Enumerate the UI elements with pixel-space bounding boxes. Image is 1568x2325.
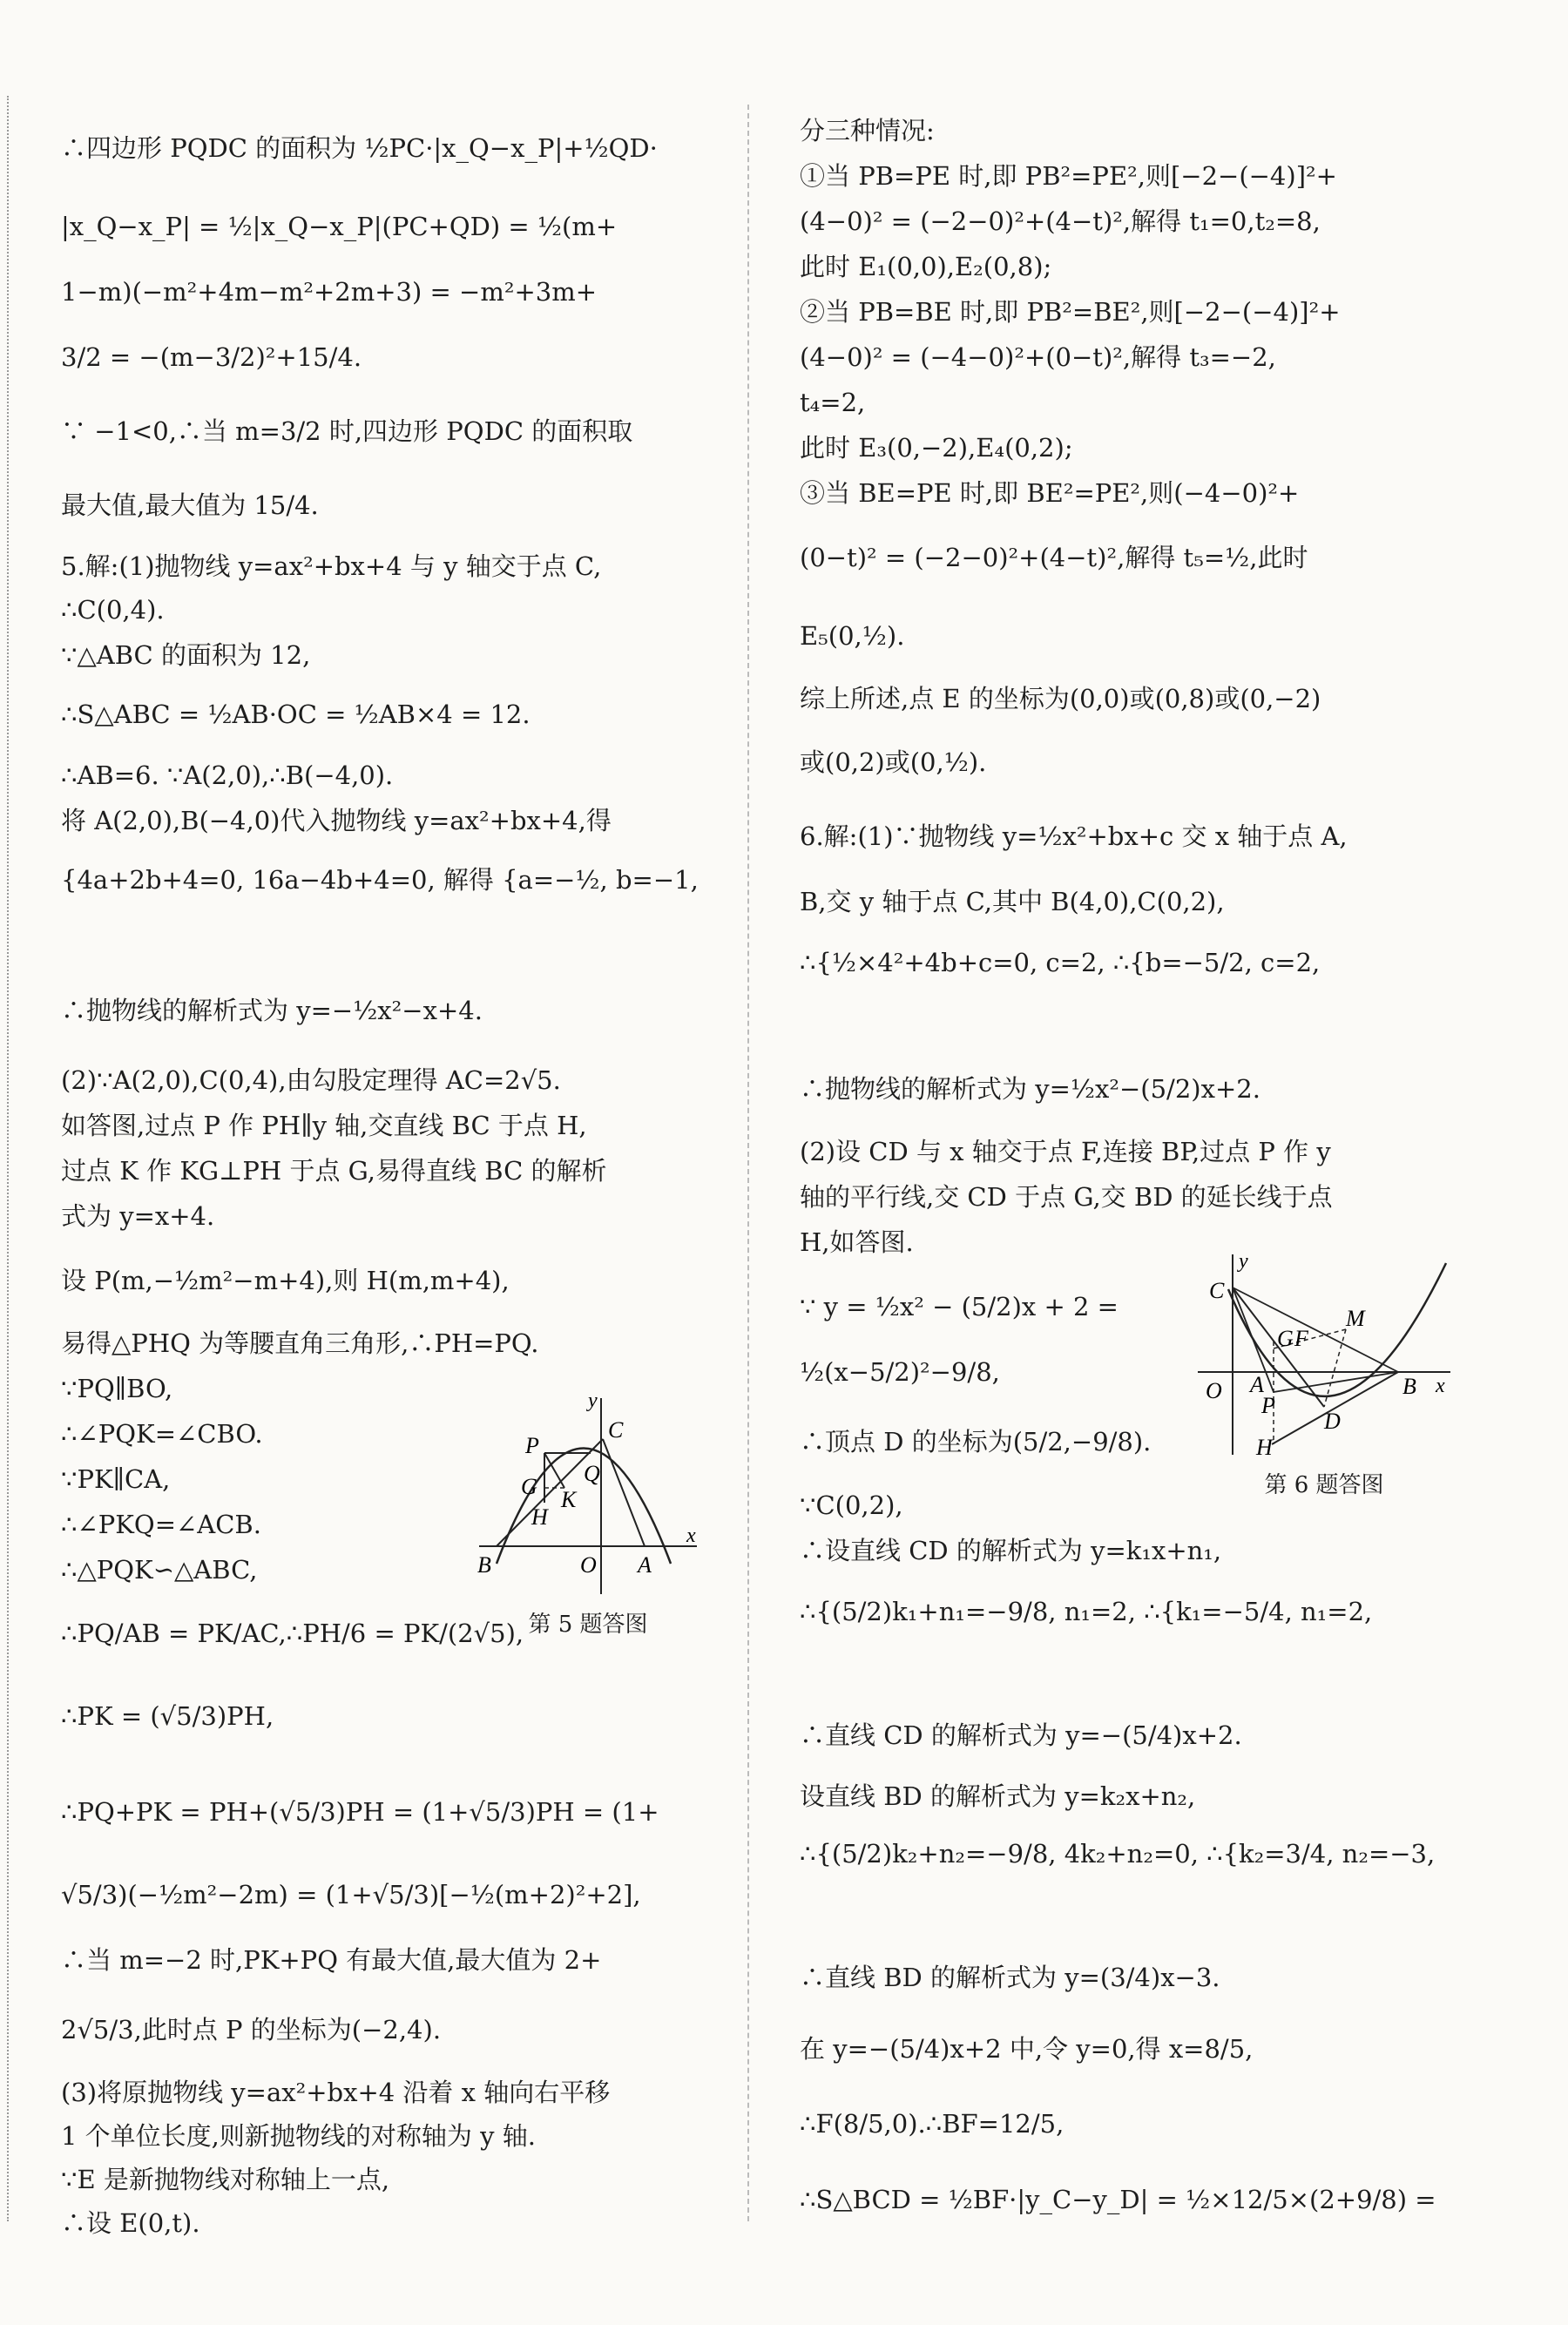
text-line: ①当 PB=PE 时,即 PB²=PE²,则[−2−(−4)]²+ (800, 161, 1337, 191)
figure-5-line-BC (497, 1439, 603, 1546)
text-line: B,交 y 轴于点 C,其中 B(4,0),C(0,2), (800, 887, 1225, 916)
column-divider (747, 105, 749, 2221)
text-line: 1 个单位长度,则新抛物线的对称轴为 y 轴. (61, 2121, 536, 2151)
text-line: √5/3)(−½m²−2m) = (1+√5/3)[−½(m+2)²+2], (61, 1880, 641, 1909)
figure-5-label-K: K (561, 1487, 577, 1512)
text-line: ∴设直线 CD 的解析式为 y=k₁x+n₁, (800, 1536, 1222, 1565)
figure-6-label-y: y (1239, 1250, 1248, 1273)
text-line: ∴抛物线的解析式为 y=½x²−(5/2)x+2. (800, 1074, 1260, 1104)
text-line: ∵C(0,2), (800, 1490, 903, 1520)
text-line: ∴∠PKQ=∠ACB. (61, 1510, 261, 1539)
figure-6-label-M: M (1346, 1306, 1365, 1331)
text-line: 在 y=−(5/4)x+2 中,令 y=0,得 x=8/5, (800, 2034, 1254, 2064)
text-line: 过点 K 作 KG⊥PH 于点 G,易得直线 BC 的解析 (61, 1156, 607, 1186)
text-line: 如答图,过点 P 作 PH∥y 轴,交直线 BC 于点 H, (61, 1111, 587, 1140)
figure-5-label-C: C (608, 1417, 624, 1443)
margin-binding-line (7, 96, 9, 2221)
text-line: (4−0)² = (−2−0)²+(4−t)²,解得 t₁=0,t₂=8, (800, 206, 1321, 236)
text-line: 3/2 = −(m−3/2)²+15/4. (61, 342, 362, 372)
figure-5-caption: 第 5 题答图 (528, 1612, 648, 1638)
text-line: 将 A(2,0),B(−4,0)代入抛物线 y=ax²+bx+4,得 (61, 806, 612, 835)
figure-5-line-PK (544, 1453, 564, 1488)
figure-5-label-B: B (477, 1552, 491, 1578)
figure-6-label-B: B (1402, 1374, 1416, 1399)
text-line: |x_Q−x_P| = ½|x_Q−x_P|(PC+QD) = ½(m+ (61, 212, 618, 241)
text-line: ∴直线 CD 的解析式为 y=−(5/4)x+2. (800, 1720, 1242, 1750)
figure-5-label-P: P (525, 1433, 539, 1458)
text-line: ∴抛物线的解析式为 y=−½x²−x+4. (61, 996, 483, 1025)
text-line: ∴S△ABC = ½AB·OC = ½AB×4 = 12. (61, 700, 531, 729)
figure-6-caption: 第 6 题答图 (1264, 1472, 1384, 1498)
text-line: ∴PQ/AB = PK/AC,∴PH/6 = PK/(2√5), (61, 1619, 524, 1648)
text-line: ∵PK∥CA, (61, 1464, 171, 1494)
text-line: ∴F(8/5,0).∴BF=12/5, (800, 2109, 1064, 2139)
text-line: ∴∠PQK=∠CBO. (61, 1419, 263, 1449)
text-line: ∵PQ∥BO, (61, 1374, 173, 1403)
figure-5-label-y: y (588, 1389, 598, 1412)
text-line: (3)将原抛物线 y=ax²+bx+4 沿着 x 轴向右平移 (61, 2078, 611, 2107)
text-line: 分三种情况: (800, 116, 935, 145)
text-line: 此时 E₃(0,−2),E₄(0,2); (800, 433, 1073, 463)
figure-5-label-O: O (580, 1552, 597, 1578)
text-line: 式为 y=x+4. (61, 1201, 215, 1231)
text-line: ∴PK = (√5/3)PH, (61, 1701, 274, 1731)
text-line: ∵E 是新抛物线对称轴上一点, (61, 2165, 390, 2194)
text-line: ∵ −1<0,∴当 m=3/2 时,四边形 PQDC 的面积取 (61, 416, 633, 446)
figure-6-label-F: F (1294, 1326, 1308, 1351)
text-line: t₄=2, (800, 388, 866, 417)
figure-5 (470, 1385, 706, 1639)
text-line: 2√5/3,此时点 P 的坐标为(−2,4). (61, 2015, 442, 2045)
text-line: ∴设 E(0,t). (61, 2208, 200, 2238)
text-line: ③当 BE=PE 时,即 BE²=PE²,则(−4−0)²+ (800, 478, 1300, 508)
text-line: ∴C(0,4). (61, 595, 165, 625)
text-line: (0−t)² = (−2−0)²+(4−t)²,解得 t₅=½,此时 (800, 543, 1308, 572)
text-line: ∴顶点 D 的坐标为(5/2,−9/8). (800, 1427, 1152, 1457)
figure-6-label-A: A (1250, 1372, 1264, 1397)
text-line: 设 P(m,−½m²−m+4),则 H(m,m+4), (61, 1266, 510, 1295)
text-line: 6.解:(1)∵抛物线 y=½x²+bx+c 交 x 轴于点 A, (800, 821, 1348, 851)
text-line: ∴{(5/2)k₁+n₁=−9/8, n₁=2, ∴{k₁=−5/4, n₁=2, (800, 1597, 1373, 1626)
figure-5-label-A: A (638, 1552, 652, 1578)
text-line: ∴{½×4²+4b+c=0, c=2, ∴{b=−5/2, c=2, (800, 948, 1321, 977)
text-line: (4−0)² = (−4−0)²+(0−t)²,解得 t₃=−2, (800, 342, 1276, 372)
text-line: 最大值,最大值为 15/4. (61, 490, 319, 520)
text-line: ∴S△BCD = ½BF·|y_C−y_D| = ½×12/5×(2+9/8) = (800, 2185, 1436, 2214)
text-line: ②当 PB=BE 时,即 PB²=BE²,则[−2−(−4)]²+ (800, 297, 1341, 327)
figure-5-label-x: x (686, 1524, 696, 1547)
figure-6-label-P: P (1261, 1393, 1275, 1418)
text-line: ∴{(5/2)k₂+n₂=−9/8, 4k₂+n₂=0, ∴{k₂=3/4, n₂=−3, (800, 1839, 1436, 1869)
figure-6-label-O: O (1206, 1378, 1222, 1403)
text-line: ∴PQ+PK = PH+(√5/3)PH = (1+√5/3)PH = (1+ (61, 1797, 659, 1827)
text-line: E₅(0,½). (800, 621, 905, 651)
text-line: ∵ y = ½x² − (5/2)x + 2 = (800, 1292, 1119, 1321)
figure-6-label-G: G (1277, 1326, 1294, 1351)
text-line: 5.解:(1)抛物线 y=ax²+bx+4 与 y 轴交于点 C, (61, 551, 602, 581)
figure-6-line-CB (1233, 1288, 1398, 1372)
text-line: 轴的平行线,交 CD 于点 G,交 BD 的延长线于点 (800, 1182, 1333, 1212)
figure-6-diagram (1193, 1246, 1455, 1463)
text-line: 设直线 BD 的解析式为 y=k₂x+n₂, (800, 1781, 1196, 1811)
figure-5-diagram (470, 1385, 706, 1603)
text-line: ½(x−5/2)²−9/8, (800, 1357, 1000, 1387)
text-line: 综上所述,点 E 的坐标为(0,0)或(0,8)或(0,−2) (800, 684, 1321, 713)
figure-6-label-x: x (1436, 1375, 1445, 1397)
text-line: H,如答图. (800, 1227, 914, 1257)
text-line: (2)∵A(2,0),C(0,4),由勾股定理得 AC=2√5. (61, 1065, 561, 1095)
text-line: 易得△PHQ 为等腰直角三角形,∴PH=PQ. (61, 1328, 539, 1358)
figure-5-label-G: G (521, 1474, 537, 1499)
text-line: ∴AB=6. ∵A(2,0),∴B(−4,0). (61, 760, 394, 790)
figure-5-label-H: H (531, 1504, 548, 1530)
figure-5-label-Q: Q (584, 1461, 600, 1486)
text-line: ∴四边形 PQDC 的面积为 ½PC·|x_Q−x_P|+½QD· (61, 133, 658, 163)
text-line: (2)设 CD 与 x 轴交于点 F,连接 BP,过点 P 作 y (800, 1137, 1331, 1166)
text-line: ∴当 m=−2 时,PK+PQ 有最大值,最大值为 2+ (61, 1945, 602, 1975)
text-line: 或(0,2)或(0,½). (800, 747, 987, 777)
text-line: ∴△PQK∽△ABC, (61, 1555, 258, 1585)
figure-6-label-C: C (1209, 1278, 1225, 1303)
text-line: {4a+2b+4=0, 16a−4b+4=0, 解得 {a=−½, b=−1, (61, 865, 699, 895)
text-line: 1−m)(−m²+4m−m²+2m+3) = −m²+3m+ (61, 277, 597, 307)
text-line: ∵△ABC 的面积为 12, (61, 640, 311, 670)
figure-6-label-H: H (1256, 1435, 1273, 1460)
text-line: 此时 E₁(0,0),E₂(0,8); (800, 252, 1052, 281)
figure-6-label-D: D (1324, 1409, 1341, 1434)
text-line: ∴直线 BD 的解析式为 y=(3/4)x−3. (800, 1963, 1220, 1992)
figure-6 (1193, 1246, 1455, 1499)
